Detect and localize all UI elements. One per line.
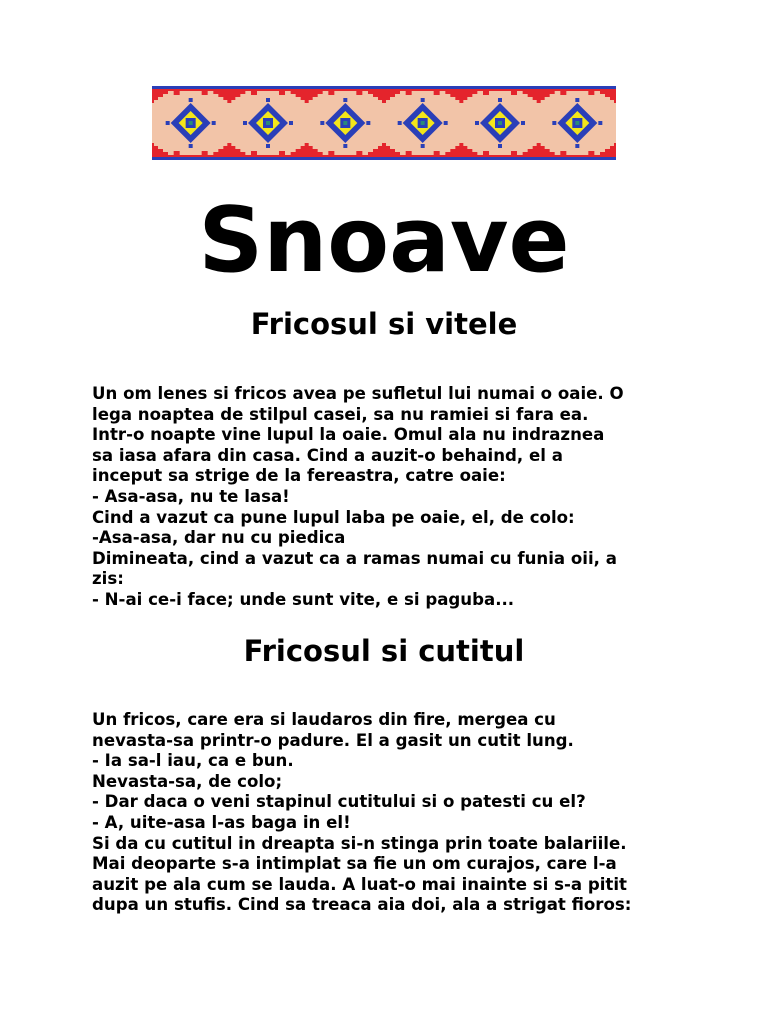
tooth-top xyxy=(227,100,231,103)
text-line: Si da cu cutitul in dreapta si-n stinga prin toate balariile. xyxy=(92,833,627,853)
diamond-tip xyxy=(366,121,370,125)
tooth-top xyxy=(382,100,386,103)
tooth-bottom-small xyxy=(560,151,566,155)
tooth-top xyxy=(368,91,400,94)
tooth-bottom xyxy=(450,149,472,152)
tooth-bottom xyxy=(600,152,616,155)
tooth-bottom-small xyxy=(279,151,285,155)
diamond-tip xyxy=(575,144,579,148)
text-line: - Asa-asa, nu te lasa! xyxy=(92,486,290,506)
tooth-top-small xyxy=(588,91,594,95)
tooth-bottom-small xyxy=(434,151,440,155)
tooth-bottom xyxy=(459,143,463,146)
tooth-top xyxy=(152,94,163,97)
tooth-top xyxy=(301,97,313,100)
diamond-tip xyxy=(552,121,556,125)
tooth-top-small xyxy=(406,91,412,95)
diamond-tip xyxy=(343,98,347,102)
text-line: Dimineata, cind a vazut ca a ramas numai cu funia oii, a xyxy=(92,548,617,568)
section-heading-2: Fricosul si cutitul xyxy=(243,634,525,668)
diamond-tip xyxy=(343,144,347,148)
tooth-top-small xyxy=(511,91,517,95)
diamond-tip xyxy=(575,98,579,102)
tooth-bottom xyxy=(445,152,477,155)
diamond-tip xyxy=(189,144,193,148)
diamond-tip xyxy=(398,121,402,125)
tooth-bottom xyxy=(301,146,313,149)
tooth-bottom xyxy=(528,149,550,152)
diamond-tip xyxy=(289,121,293,125)
tooth-bottom xyxy=(227,143,231,146)
diamond-tip xyxy=(266,98,270,102)
tooth-top xyxy=(291,91,323,94)
tooth-top xyxy=(373,94,395,97)
tooth-top xyxy=(614,100,616,103)
tooth-bottom xyxy=(152,149,163,152)
tooth-top-small xyxy=(560,91,566,95)
text-line: auzit pe ala cum se lauda. A luat-o mai inainte si s-a pitit xyxy=(92,874,627,894)
tooth-top xyxy=(296,94,318,97)
text-line: Un om lenes si fricos avea pe sufletul lui numai o oaie. O xyxy=(92,384,624,403)
tooth-bottom-small xyxy=(588,151,594,155)
diamond-tip xyxy=(598,121,602,125)
tooth-top xyxy=(610,97,616,100)
text-line: sa iasa afara din casa. Cind a auzit-o behaind, el a xyxy=(92,445,563,465)
tooth-bottom xyxy=(614,143,616,146)
diamond-tip xyxy=(243,121,247,125)
text-line: nevasta-sa printr-o padure. El a gasit un cutit lung. xyxy=(92,730,574,750)
diamond-center xyxy=(266,121,270,125)
diamond-center xyxy=(575,121,579,125)
tooth-top xyxy=(528,94,550,97)
diamond-center xyxy=(189,121,193,125)
text-line: - N-ai ce-i face; unde sunt vite, e si paguba... xyxy=(92,589,515,609)
diamond-tip xyxy=(475,121,479,125)
tooth-bottom xyxy=(291,152,323,155)
tooth-top xyxy=(605,94,616,97)
tooth-top xyxy=(152,100,154,103)
tooth-top-small xyxy=(279,91,285,95)
tooth-bottom xyxy=(605,149,616,152)
section-heading-1: Fricosul si vitele xyxy=(250,307,518,341)
text-line: Cind a vazut ca pune lupul laba pe oaie, el, de colo: xyxy=(92,507,575,527)
diamond-tip xyxy=(166,121,170,125)
tooth-top xyxy=(445,91,477,94)
text-line: - Ia sa-l iau, ca e bun. xyxy=(92,751,294,771)
diamond-tip xyxy=(444,121,448,125)
tooth-bottom-small xyxy=(483,151,489,155)
tooth-top xyxy=(459,100,463,103)
tooth-bottom-small xyxy=(356,151,362,155)
tooth-top-small xyxy=(251,91,257,95)
tooth-top xyxy=(218,94,240,97)
diamond-tip xyxy=(189,98,193,102)
text-line: zis: xyxy=(92,569,124,589)
tooth-bottom xyxy=(223,146,235,149)
text-line: - A, uite-asa l-as baga in el! xyxy=(92,812,351,832)
folk-pattern-border-icon xyxy=(152,86,616,160)
tooth-top-small xyxy=(434,91,440,95)
tooth-top-small xyxy=(483,91,489,95)
text-line: -Asa-asa, dar nu cu piedica xyxy=(92,528,346,548)
tooth-bottom-small xyxy=(328,151,334,155)
diamond-tip xyxy=(266,144,270,148)
diamond-center xyxy=(498,121,502,125)
tooth-top xyxy=(223,97,235,100)
tooth-bottom xyxy=(152,143,154,146)
tooth-bottom xyxy=(610,146,616,149)
tooth-top xyxy=(378,97,390,100)
tooth-top xyxy=(152,97,158,100)
text-line: Un fricos, care era si laudaros din fire, mergea cu xyxy=(92,710,556,729)
tooth-top xyxy=(213,91,245,94)
tooth-bottom xyxy=(368,152,400,155)
tooth-bottom xyxy=(523,152,555,155)
tooth-bottom xyxy=(373,149,395,152)
section-body-1 xyxy=(92,384,692,611)
section-body-2 xyxy=(92,710,692,916)
text-line: Nevasta-sa, de colo; xyxy=(92,771,283,791)
text-line: dupa un stufis. Cind sa treaca aia doi, ala a strigat fioros: xyxy=(92,895,632,915)
tooth-bottom xyxy=(218,149,240,152)
tooth-top xyxy=(600,91,616,94)
page-title: Snoave xyxy=(198,188,570,293)
tooth-bottom xyxy=(213,152,245,155)
tooth-top xyxy=(537,100,541,103)
tooth-bottom xyxy=(152,146,158,149)
text-line: - Dar daca o veni stapinul cutitului si o patesti cu el? xyxy=(92,792,586,812)
diamond-tip xyxy=(421,98,425,102)
tooth-bottom xyxy=(533,146,545,149)
diamond-tip xyxy=(421,144,425,148)
tooth-bottom-small xyxy=(202,151,208,155)
tooth-bottom xyxy=(305,143,309,146)
text-line: Intr-o noapte vine lupul la oaie. Omul ala nu indraznea xyxy=(92,425,605,445)
diamond-center xyxy=(343,121,347,125)
tooth-top xyxy=(455,97,467,100)
tooth-top-small xyxy=(356,91,362,95)
tooth-top xyxy=(523,91,555,94)
tooth-bottom xyxy=(382,143,386,146)
diamond-tip xyxy=(498,144,502,148)
tooth-bottom xyxy=(378,146,390,149)
tooth-top xyxy=(533,97,545,100)
diamond-tip xyxy=(320,121,324,125)
tooth-bottom-small xyxy=(174,151,180,155)
tooth-bottom xyxy=(296,149,318,152)
tooth-bottom xyxy=(537,143,541,146)
diamond-tip xyxy=(521,121,525,125)
tooth-top-small xyxy=(202,91,208,95)
tooth-bottom-small xyxy=(251,151,257,155)
text-line: Mai deoparte s-a intimplat sa fie un om curajos, care l-a xyxy=(92,854,617,874)
tooth-bottom xyxy=(455,146,467,149)
tooth-top-small xyxy=(174,91,180,95)
diamond-center xyxy=(421,121,425,125)
text-line: lega noaptea de stilpul casei, sa nu ramiei si fara ea. xyxy=(92,404,589,424)
tooth-bottom-small xyxy=(511,151,517,155)
text-line: inceput sa strige de la fereastra, catre oaie: xyxy=(92,466,506,486)
tooth-bottom xyxy=(152,152,168,155)
tooth-top xyxy=(450,94,472,97)
diamond-tip xyxy=(498,98,502,102)
tooth-top xyxy=(305,100,309,103)
tooth-top-small xyxy=(328,91,334,95)
diamond-tip xyxy=(212,121,216,125)
tooth-bottom-small xyxy=(406,151,412,155)
tooth-top xyxy=(152,91,168,94)
